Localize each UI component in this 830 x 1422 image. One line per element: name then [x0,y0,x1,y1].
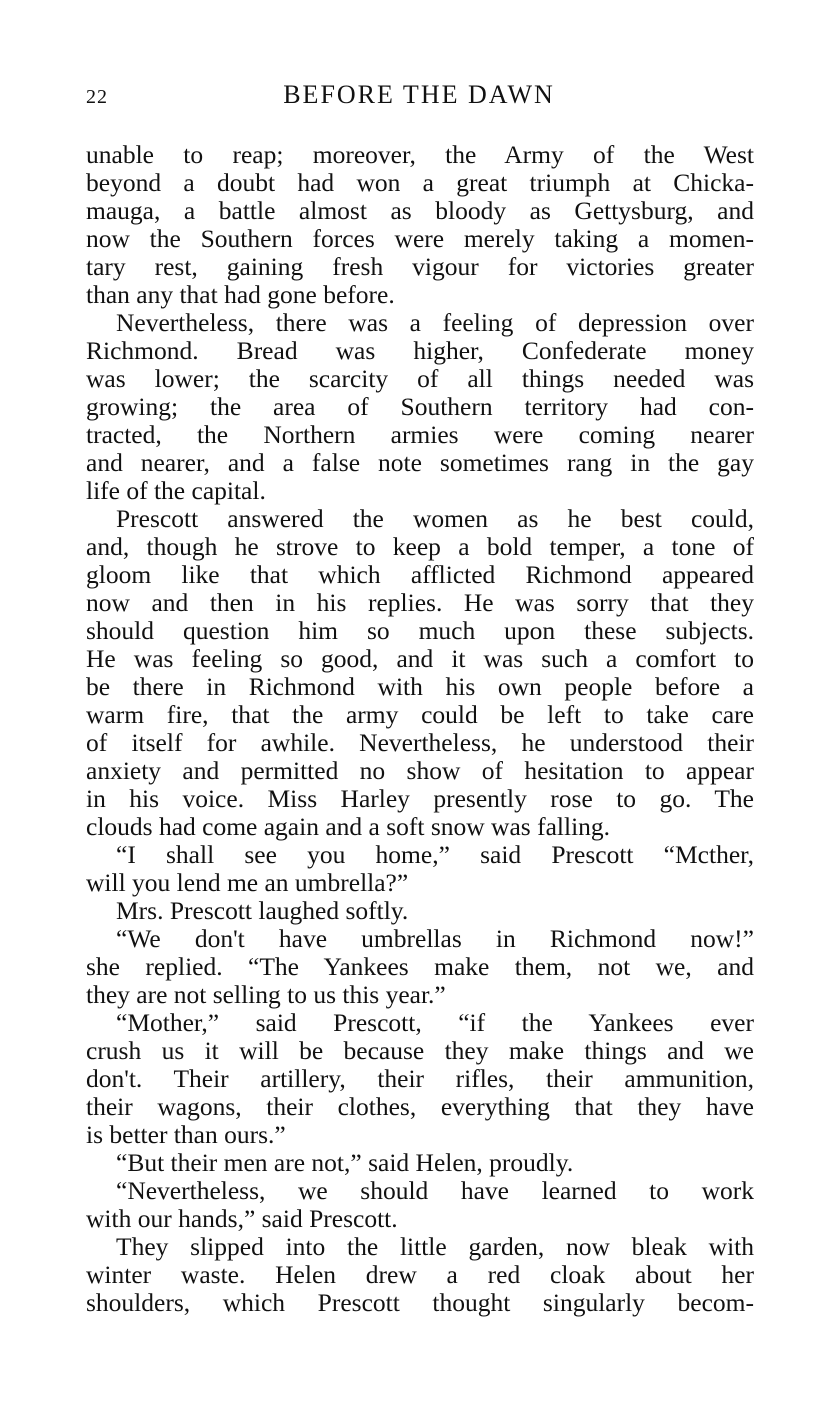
text-line: she replied. “The Yankees make them, not we, and [86,952,754,981]
text-line: Prescott answered the women as he best could, [116,504,754,533]
text-line: They slipped into the little garden, now bleak with [116,1232,754,1261]
text-line: should question him so much upon these subjects. [86,616,754,645]
text-line: clouds had come again and a soft snow was falling. [86,812,611,841]
text-line: anxiety and permitted no show of hesitation to appear [86,756,754,785]
text-line: now and then in his replies. He was sorry that they [86,588,754,617]
text-line: “But their men are not,” said Helen, proudly. [116,1148,574,1177]
text-line: life of the capital. [86,476,266,505]
text-line: growing; the area of Southern territory had con- [86,392,754,421]
text-line: and nearer, and a false note sometimes rang in the gay [86,448,754,477]
text-line: in his voice. Miss Harley presently rose to go. The [86,784,754,813]
body-text [86,141,754,1317]
text-line: they are not selling to us this year.” [86,980,446,1009]
text-line: mauga, a battle almost as bloody as Gettysburg, and [86,196,754,225]
page-number: 22 [86,86,108,108]
running-title: BEFORE THE DAWN [283,80,555,109]
text-line: tary rest, gaining fresh vigour for victories greater [86,252,754,281]
text-line: Mrs. Prescott laughed softly. [116,896,409,925]
text-line: “Nevertheless, we should have learned to work [116,1176,754,1205]
text-line: will you lend me an umbrella?” [86,868,409,897]
text-line: than any that had gone before. [86,280,395,309]
text-line: “I shall see you home,” said Prescott “Mcther, [116,840,754,869]
text-line: their wagons, their clothes, everything that they have [86,1092,754,1121]
text-line: gloom like that which afflicted Richmond appeared [86,560,754,589]
text-line: tracted, the Northern armies were coming nearer [86,420,754,449]
text-line: unable to reap; moreover, the Army of the West [86,140,754,169]
text-line: warm fire, that the army could be left to take care [86,700,754,729]
text-line: winter waste. Helen drew a red cloak about her [86,1260,754,1289]
text-line: of itself for awhile. Nevertheless, he understood their [86,728,754,757]
text-line: be there in Richmond with his own people before a [86,672,754,701]
text-line: He was feeling so good, and it was such a comfort to [86,644,754,673]
text-line: now the Southern forces were merely taking a momen- [86,224,754,253]
page-header [86,80,752,114]
text-line: don't. Their artillery, their rifles, their ammunition, [86,1064,754,1093]
text-line: was lower; the scarcity of all things needed was [86,364,754,393]
text-line: “Mother,” said Prescott, “if the Yankees ever [116,1008,754,1037]
text-line: is better than ours.” [86,1120,286,1149]
text-line: with our hands,” said Prescott. [86,1204,398,1233]
text-line: Richmond. Bread was higher, Confederate money [86,336,754,365]
text-line: and, though he strove to keep a bold temper, a tone of [86,532,754,561]
text-line: beyond a doubt had won a great triumph at Chicka- [86,168,754,197]
text-line: crush us it will be because they make things and we [86,1036,754,1065]
text-line: shoulders, which Prescott thought singularly becom- [86,1288,754,1317]
text-line: Nevertheless, there was a feeling of depression over [116,308,754,337]
text-line: “We don't have umbrellas in Richmond now!” [116,924,754,953]
